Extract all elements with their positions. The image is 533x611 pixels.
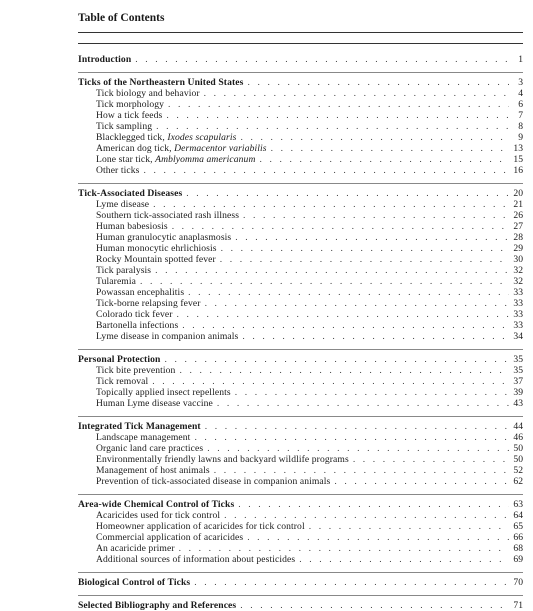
toc-page-number: 32 (513, 276, 523, 287)
toc-entry-row[interactable] (78, 465, 523, 476)
section-divider (78, 183, 523, 184)
toc-entry-row[interactable] (78, 554, 523, 565)
dot-leader (271, 143, 509, 154)
section-spacer (78, 342, 523, 349)
title-rule-bottom (78, 43, 523, 44)
toc-entry-title (96, 365, 175, 376)
dot-leader (214, 465, 509, 476)
toc-entry-row[interactable] (78, 210, 523, 221)
toc-label-text: Tick morphology (96, 99, 165, 110)
toc-section-title (78, 421, 201, 432)
toc-entry-title (96, 143, 267, 154)
toc-entry-row[interactable] (78, 199, 523, 210)
toc-entry-row[interactable] (78, 443, 523, 454)
toc-species-name: Amblyomma americanum (155, 154, 256, 165)
dot-leader (166, 110, 509, 121)
toc-entry-row[interactable] (78, 99, 523, 110)
toc-label-text: Tick-Associated Diseases (78, 188, 183, 199)
dot-leader (186, 188, 509, 199)
dot-leader (220, 254, 509, 265)
toc-label-text: Human monocytic ehrlichiosis (96, 243, 217, 254)
dot-leader (194, 432, 509, 443)
toc-page-number: 69 (513, 554, 523, 565)
toc-species-name: Ixodes scapularis (167, 132, 237, 143)
toc-entry-row[interactable] (78, 532, 523, 543)
title-rule-top (78, 32, 523, 33)
dot-leader (247, 77, 509, 88)
toc-page-number: 46 (513, 432, 523, 443)
dot-leader (153, 199, 509, 210)
toc-page-number: 33 (513, 320, 523, 331)
toc-entry-title (96, 398, 213, 409)
toc-label-text: Tick biology and behavior (96, 88, 200, 99)
toc-entry-row[interactable] (78, 165, 523, 176)
dot-leader (135, 54, 509, 65)
toc-label-text: Additional sources of information about pesticides (96, 554, 296, 565)
toc-page-number: 8 (518, 121, 523, 132)
toc-entry-title (96, 265, 151, 276)
toc-entry-title (96, 320, 178, 331)
toc-entry-row[interactable] (78, 276, 523, 287)
toc-section-row[interactable] (78, 188, 523, 199)
toc-entry-title (96, 298, 201, 309)
toc-section-title (78, 354, 160, 365)
toc-page-number: 37 (513, 376, 523, 387)
toc-entry-title (96, 376, 148, 387)
toc-entry-row[interactable] (78, 232, 523, 243)
dot-leader (156, 121, 509, 132)
toc-entry-row[interactable] (78, 221, 523, 232)
toc-label-text: Organic land care practices (96, 443, 204, 454)
toc-page-number: 39 (513, 387, 523, 398)
toc-label-text: Management of host animals (96, 465, 210, 476)
dot-leader (224, 510, 509, 521)
section-spacer (78, 409, 523, 416)
toc-label-text: Human granulocytic anaplasmosis (96, 232, 232, 243)
toc-entry-title (96, 465, 210, 476)
toc-label-text: Bartonella infections (96, 320, 179, 331)
toc-page-number: 43 (513, 398, 523, 409)
toc-label-text: Tick-borne relapsing fever (96, 298, 201, 309)
toc-page-number: 71 (513, 600, 523, 611)
toc-section-row[interactable] (78, 577, 523, 588)
toc-label-text: Ticks of the Northeastern United States (78, 77, 244, 88)
toc-page-number: 34 (513, 331, 523, 342)
toc-entry-row[interactable] (78, 88, 523, 99)
toc-page-number: 3 (518, 77, 523, 88)
toc-page-number: 66 (513, 532, 523, 543)
dot-leader (242, 331, 509, 342)
toc-entry-title (96, 132, 236, 143)
dot-leader (247, 532, 509, 543)
toc-label-text: Biological Control of Ticks (78, 577, 191, 588)
section-divider (78, 72, 523, 73)
toc-entry-row[interactable] (78, 432, 523, 443)
toc-page-number: 16 (513, 165, 523, 176)
toc-label-text: Blacklegged tick, (96, 132, 168, 143)
dot-leader (155, 265, 509, 276)
toc-entry-title (96, 476, 330, 487)
toc-section-title (78, 54, 131, 65)
toc-entry-title (96, 532, 243, 543)
toc-entry-title (96, 110, 162, 121)
toc-label-text: Human Lyme disease vaccine (96, 398, 213, 409)
toc-label-text: Lone star tick, (96, 154, 156, 165)
toc-entry-row[interactable] (78, 454, 523, 465)
toc-entry-title (96, 554, 295, 565)
toc-species-name: Dermacentor variabilis (174, 143, 267, 154)
toc-label-text: Other ticks (96, 165, 140, 176)
toc-section-row[interactable] (78, 54, 523, 65)
toc-label-text: Tick paralysis (96, 265, 152, 276)
toc-page-number: 20 (513, 188, 523, 199)
toc-entry-title (96, 121, 152, 132)
toc-section-title (78, 77, 243, 88)
page-title: Table of Contents (78, 12, 165, 24)
toc-section-row[interactable] (78, 499, 523, 510)
dot-leader (194, 577, 509, 588)
dot-leader (238, 499, 509, 510)
toc-label-text: Prevention of tick-associated disease in companion animals (96, 476, 331, 487)
toc-page-number: 65 (513, 521, 523, 532)
section-spacer (78, 487, 523, 494)
toc-page-number: 68 (513, 543, 523, 554)
toc-entry-row[interactable] (78, 510, 523, 521)
toc-entry-row[interactable] (78, 309, 523, 320)
toc-section-row[interactable] (78, 421, 523, 432)
toc-page-number: 6 (518, 99, 523, 110)
toc-label-text: Lyme disease (96, 199, 150, 210)
toc-entry-row[interactable] (78, 265, 523, 276)
toc-entry-row[interactable] (78, 331, 523, 342)
toc-label-text: Topically applied insect repellents (96, 387, 231, 398)
toc-label-text: Acaricides used for tick control (96, 510, 221, 521)
toc-page-number: 26 (513, 210, 523, 221)
dot-leader (240, 132, 509, 143)
toc-entry-row[interactable] (78, 320, 523, 331)
toc-entry-row[interactable] (78, 298, 523, 309)
toc-entry-title (96, 443, 203, 454)
toc-page-number: 13 (513, 143, 523, 154)
toc-entry-title (96, 510, 220, 521)
toc-entry-title (96, 199, 149, 210)
toc-page-number: 29 (513, 243, 523, 254)
dot-leader (207, 443, 509, 454)
dot-leader (309, 521, 509, 532)
toc-section-title (78, 188, 182, 199)
toc-page-number: 35 (513, 354, 523, 365)
toc-entry-title (96, 331, 238, 342)
dot-leader (140, 276, 509, 287)
dot-leader (172, 221, 509, 232)
toc-page-number: 50 (513, 454, 523, 465)
dot-leader (168, 99, 509, 110)
toc-entry-row[interactable] (78, 287, 523, 298)
section-divider (78, 349, 523, 350)
toc-label-text: Selected Bibliography and References (78, 600, 237, 611)
toc-entry-title (96, 287, 184, 298)
toc-label-text: Human babesiosis (96, 221, 168, 232)
toc-label-text: Lyme disease in companion animals (96, 331, 239, 342)
toc-label-text: Personal Protection (78, 354, 161, 365)
section-divider (78, 416, 523, 417)
toc-page-number: 70 (513, 577, 523, 588)
toc-label-text: Powassan encephalitis (96, 287, 185, 298)
toc-entry-row[interactable] (78, 376, 523, 387)
section-spacer (78, 176, 523, 183)
toc-entry-title (96, 165, 139, 176)
dot-leader (240, 600, 509, 611)
toc-page-number: 44 (513, 421, 523, 432)
toc-entry-row[interactable] (78, 254, 523, 265)
section-divider (78, 595, 523, 596)
dot-leader (179, 543, 509, 554)
toc-label-text: American dog tick, (96, 143, 175, 154)
toc-label-text: Tularemia (96, 276, 136, 287)
dot-leader (205, 298, 509, 309)
toc-entry-row[interactable] (78, 521, 523, 532)
toc-page-number: 64 (513, 510, 523, 521)
toc-label-text: Introduction (78, 54, 132, 65)
toc-label-text: An acaricide primer (96, 543, 175, 554)
dot-leader (353, 454, 509, 465)
toc-page-number: 28 (513, 232, 523, 243)
table-of-contents (78, 54, 523, 611)
toc-entry-title (96, 543, 175, 554)
dot-leader (204, 88, 509, 99)
toc-label-text: Homeowner application of acaricides for tick control (96, 521, 305, 532)
dot-leader (334, 476, 509, 487)
toc-entry-title (96, 154, 255, 165)
toc-page-number: 1 (518, 54, 523, 65)
toc-section-title (78, 499, 234, 510)
dot-leader (164, 354, 509, 365)
dot-leader (152, 376, 509, 387)
dot-leader (243, 210, 509, 221)
toc-entry-row[interactable] (78, 154, 523, 165)
section-divider (78, 494, 523, 495)
toc-entry-title (96, 88, 200, 99)
dot-leader (205, 421, 509, 432)
toc-entry-row[interactable] (78, 121, 523, 132)
toc-label-text: Commercial application of acaricides (96, 532, 244, 543)
dot-leader (217, 398, 509, 409)
toc-entry-title (96, 254, 216, 265)
toc-page-number: 33 (513, 298, 523, 309)
toc-section-row[interactable] (78, 77, 523, 88)
toc-label-text: Landscape management (96, 432, 191, 443)
toc-entry-title (96, 276, 136, 287)
toc-page-number: 27 (513, 221, 523, 232)
section-spacer (78, 565, 523, 572)
dot-leader (188, 287, 509, 298)
toc-page-number: 7 (518, 110, 523, 121)
toc-page-number: 63 (513, 499, 523, 510)
toc-entry-row[interactable] (78, 110, 523, 121)
section-spacer (78, 65, 523, 72)
toc-page-number: 33 (513, 287, 523, 298)
toc-page-number: 62 (513, 476, 523, 487)
dot-leader (182, 320, 509, 331)
toc-page-number: 30 (513, 254, 523, 265)
toc-entry-row[interactable] (78, 243, 523, 254)
toc-entry-row[interactable] (78, 132, 523, 143)
toc-label-text: Tick removal (96, 376, 149, 387)
toc-label-text: Rocky Mountain spotted fever (96, 254, 216, 265)
toc-entry-title (96, 232, 231, 243)
toc-entry-row[interactable] (78, 387, 523, 398)
toc-page-number: 32 (513, 265, 523, 276)
toc-entry-title (96, 432, 190, 443)
dot-leader (143, 165, 509, 176)
toc-section-title (78, 600, 236, 611)
toc-page-number: 21 (513, 199, 523, 210)
toc-label-text: Area-wide Chemical Control of Ticks (78, 499, 235, 510)
toc-page-number: 35 (513, 365, 523, 376)
toc-entry-title (96, 243, 217, 254)
toc-entry-title (96, 521, 305, 532)
toc-label-text: Integrated Tick Management (78, 421, 201, 432)
toc-entry-row[interactable] (78, 143, 523, 154)
toc-page-number: 52 (513, 465, 523, 476)
toc-label-text: How a tick feeds (96, 110, 163, 121)
toc-page-number: 33 (513, 309, 523, 320)
toc-entry-title (96, 221, 168, 232)
toc-page-number: 4 (518, 88, 523, 99)
dot-leader (259, 154, 509, 165)
dot-leader (235, 232, 509, 243)
toc-entry-row[interactable] (78, 543, 523, 554)
dot-leader (221, 243, 509, 254)
toc-label-text: Colorado tick fever (96, 309, 173, 320)
toc-page-number: 9 (518, 132, 523, 143)
section-divider (78, 572, 523, 573)
toc-section-title (78, 577, 190, 588)
toc-label-text: Environmentally friendly lawns and backyard wildlife programs (96, 454, 349, 465)
dot-leader (177, 309, 510, 320)
toc-entry-row[interactable] (78, 398, 523, 409)
toc-page-number: 15 (513, 154, 523, 165)
toc-label-text: Southern tick-associated rash illness (96, 210, 240, 221)
toc-section-row[interactable] (78, 600, 523, 611)
toc-section-row[interactable] (78, 354, 523, 365)
toc-page-number: 50 (513, 443, 523, 454)
toc-label-text: Tick bite prevention (96, 365, 176, 376)
dot-leader (299, 554, 509, 565)
toc-label-text: Tick sampling (96, 121, 153, 132)
toc-entry-row[interactable] (78, 365, 523, 376)
toc-entry-title (96, 309, 173, 320)
toc-entry-row[interactable] (78, 476, 523, 487)
toc-entry-title (96, 454, 349, 465)
toc-entry-title (96, 387, 231, 398)
dot-leader (179, 365, 509, 376)
toc-entry-title (96, 99, 164, 110)
dot-leader (235, 387, 509, 398)
toc-entry-title (96, 210, 239, 221)
